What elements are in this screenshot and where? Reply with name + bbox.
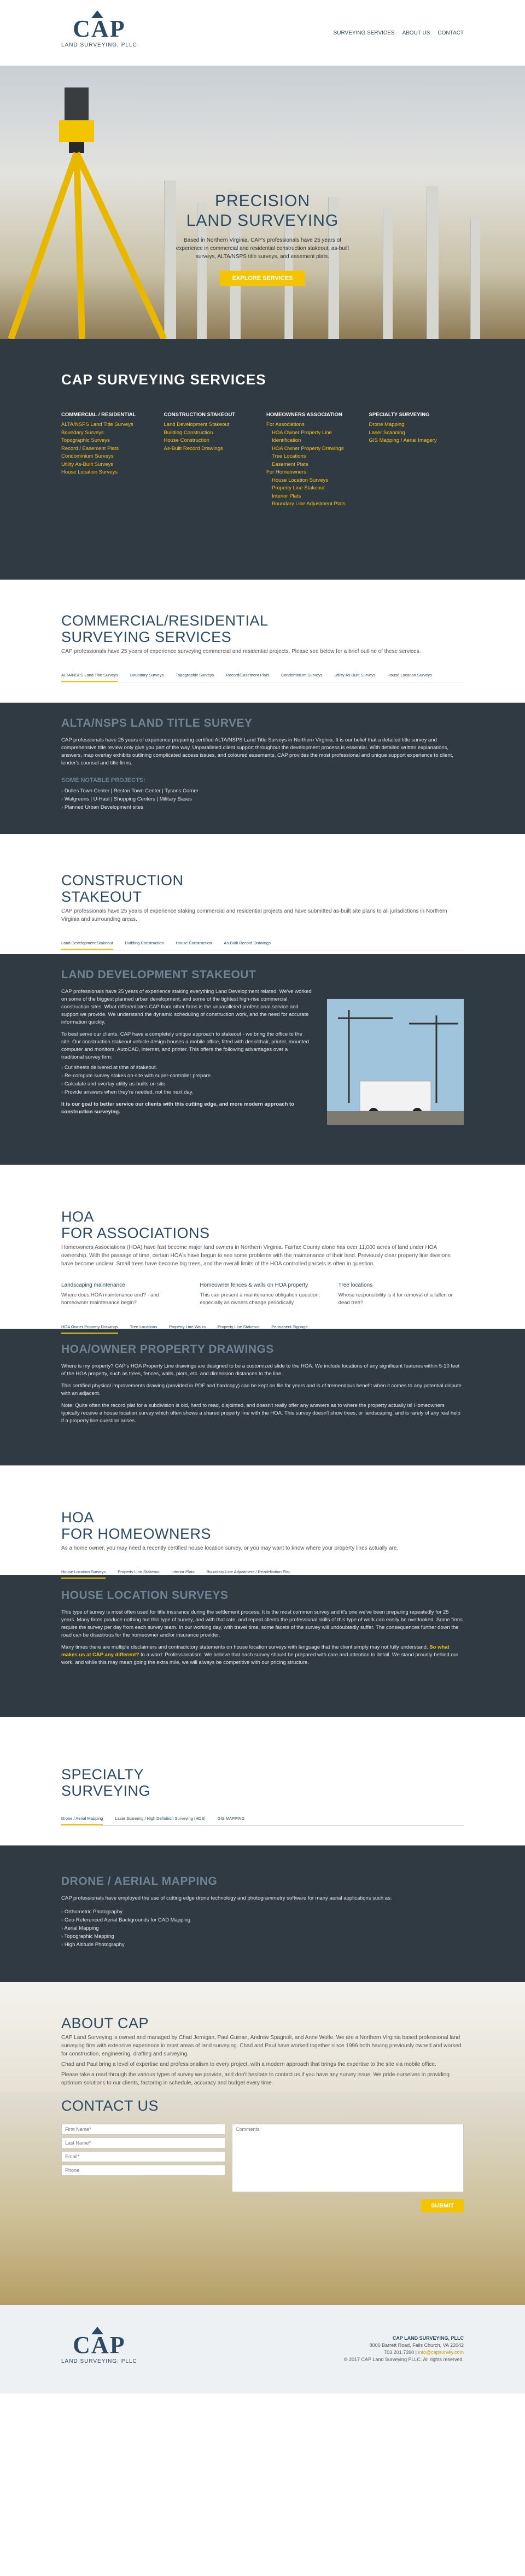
specialty-tabs [61, 1815, 464, 1826]
tab[interactable]: Record/Easement Plats [226, 673, 270, 677]
services-link[interactable]: As-Built Record Drawings [164, 445, 223, 452]
alta-title: ALTA/NSPS LAND TITLE SURVEY [61, 717, 253, 729]
logo[interactable] [61, 17, 137, 49]
services-link[interactable]: Interior Plats [272, 493, 301, 499]
services-link[interactable]: Record / Easement Plats [61, 445, 119, 452]
tab[interactable]: GIS MAPPING [217, 1816, 245, 1821]
services-column-heading: SPECIALTY SURVEYING [369, 412, 430, 418]
stakeout-section [0, 834, 525, 954]
services-column-heading: HOMEOWNERS ASSOCIATION [266, 412, 342, 418]
services-link[interactable]: House Location Surveys [61, 469, 118, 476]
tab[interactable]: House Location Surveys [387, 673, 432, 677]
submit-button[interactable]: SUBMIT [421, 2199, 464, 2212]
tab[interactable]: Permanent Signage [271, 1324, 308, 1329]
stakeout-closing: It is our goal to better service our clients with this cutting edge, and more modern approach to construction surveying. [61, 1101, 294, 1115]
about-p2: Chad and Paul bring a level of expertise and professionalism to every project, with a modern approach that brings the expertise to the site via mobile office. [61, 2061, 436, 2067]
hoa-home-desc: As a home owner, you may need a recently certified house location survey, or you may want to know where your property lines actually are. [61, 1545, 399, 1551]
tab[interactable]: Boundary Line Adjustment / Rezdefinition Plat [206, 1569, 290, 1574]
explore-services-button[interactable]: EXPLORE SERVICES [220, 271, 305, 286]
email-input[interactable] [61, 2151, 225, 2162]
house-location-highlight: So what makes us at CAP any different? [61, 1644, 450, 1658]
services-link[interactable]: Utility As-Built Surveys [61, 461, 114, 468]
about-p3: Please take a read through the various types of survey we provide, and don't hesitate to contact us if you have any survey issue. We pride ourselves in providing optimum solutions to our clients, factoring in schedule, accuracy and budget every time. [61, 2072, 450, 2086]
drone-text: CAP professionals have employed the use of cutting edge drone technology and photogrammetry software for many aerial applications such as: [61, 1895, 392, 1901]
advantage-item: › Calculate and overlay utility as-builts on site. [61, 1080, 312, 1088]
hoa-associations-section [0, 1165, 525, 1329]
services-link[interactable]: Drone Mapping [369, 422, 405, 428]
advantages-list [61, 1064, 312, 1096]
logo-triangle-icon [91, 2327, 103, 2334]
footer-logo-subtitle: LAND SURVEYING, PLLC [61, 2358, 137, 2364]
services-link[interactable]: Laser Scanning [369, 429, 405, 436]
footer-info: CAP LAND SURVEYING, PLLC 8000 Barrett Road, Falls Church, VA 22042 703.201.7390 | info@capsurvey.com © 2017 CAP Land Surveying PLLC. All rights reserved. [343, 2335, 464, 2362]
site-footer [0, 2305, 525, 2393]
house-location-text-3: In a word: Professionalism. We believe that each survey should be prepared with care and attention to detail. We stand proudly behind our work, and while this may mean going the extra mile, we will always be competitive with our pricing structure. [61, 1651, 459, 1666]
stakeout-van-image [327, 999, 464, 1125]
logo-triangle-icon [91, 10, 103, 18]
drone-title: DRONE / AERIAL MAPPING [61, 1875, 218, 1888]
comments-input[interactable] [232, 2124, 464, 2192]
tab[interactable]: Interior Plats [171, 1569, 195, 1574]
logo-text: CAP [73, 15, 126, 42]
hoa-field-title: Tree locations [338, 1282, 373, 1288]
alta-text: CAP professionals have 25 years of experience preparing certified ALTA/NSPS Land Title Surveys in Northern Virginia. It is our belief that a detailed title survey and comprehensive title review only give you part of the way. Unparalleled client support throughout the development process is essential. With detailed written explanations, answers, map overlay exhibits outlining complicated access issues, and coloured easements, CAP provides the most professional and unique support experience to client, lender's counsel and title firms. [61, 737, 453, 766]
drone-item: › Topographic Mapping [61, 1932, 464, 1941]
services-column [266, 411, 361, 509]
tab[interactable]: Land Development Stakeout [61, 940, 113, 950]
hoa-field [339, 1281, 464, 1307]
stakeout-title: CONSTRUCTION STAKEOUT [61, 872, 184, 905]
about-title: ABOUT CAP [61, 2015, 149, 2031]
hoa-field-text: Whose responsibility is it for removal of a fallen or dead tree? [338, 1292, 453, 1306]
services-link[interactable]: Topographic Surveys [61, 437, 110, 444]
footer-phone[interactable]: 703.201.7390 [384, 2350, 415, 2355]
tab[interactable]: Drone / Aerial Mapping [61, 1815, 103, 1825]
services-link[interactable]: Condominium Surveys [61, 453, 114, 460]
hoa-drawings-text-2: This certified physical improvements drawing (provided in PDF and hardcopy) can be kept on file for years and is of tremendous benefit when it comes to any potential dispute with an adjacent. [61, 1382, 462, 1397]
services-link[interactable]: For Associations [266, 422, 305, 428]
main-nav [334, 29, 464, 37]
site-header [0, 0, 525, 66]
tab[interactable]: Boundary Surveys [130, 673, 164, 677]
drone-item: › Aerial Mapping [61, 1924, 464, 1932]
about-p1: CAP Land Surveying is owned and managed by Chad Jernigan, Paul Guinan, Andrew Spagnoli, and Anne Wolfe. We are a Northern Virginia based professional land surveying firm with extensive experience in most areas of land surveying. Chad and Paul have worked together since 1996 both having previously owned and worked for construction, engineering, drafting and surveying. [61, 2035, 462, 2057]
house-location-title: HOUSE LOCATION SURVEYS [61, 1589, 229, 1602]
footer-logo[interactable] [61, 2333, 137, 2365]
nav-contact[interactable]: CONTACT [438, 30, 464, 36]
hoa-field [200, 1281, 325, 1307]
projects-title: SOME NOTABLE PROJECTS: [61, 776, 145, 784]
house-location-block [0, 1575, 525, 1717]
hoa-drawings-block [0, 1329, 525, 1465]
services-link[interactable]: Boundary Line Adjustment Plats [272, 501, 346, 507]
commercial-desc: CAP professionals have 25 years of experience surveying commercial and residential projects. Please see below for a brief outline of these services. [61, 649, 421, 655]
hoa-drawings-note: Note: Quite often the record plat for a subdivision is old, hard to read, disjointed, and doesn't really offer any answers as to where the property actually is! Homeowners typically receive a house location survey which often shows a shared property line with the HOA. This survey doesn't show trees, or landscaping, and is rarely of any real help if a property line question arises. [61, 1402, 460, 1424]
tab[interactable]: Property Line Stakeout [217, 1324, 260, 1329]
footer-email[interactable]: info@capsurvey.com [418, 2350, 464, 2355]
hoa-field-text: This can present a maintenance obligation question; especially as owners change periodically. [200, 1292, 320, 1306]
stakeout-block-title: LAND DEVELOPMENT STAKEOUT [61, 968, 256, 981]
services-title: CAP SURVEYING SERVICES [61, 371, 266, 388]
services-link[interactable]: HOA Owner Property Drawings [272, 445, 344, 452]
drone-block [0, 1845, 525, 1982]
stakeout-desc: CAP professionals have 25 years of experience staking commercial and residential projects and have submitted as-built site plans to all jurisdictions in Northern Virginia and surrounding areas. [61, 908, 447, 922]
drone-item: › Orthometric Photography [61, 1908, 464, 1916]
hero [0, 66, 525, 339]
hoa-fields [61, 1281, 464, 1307]
specialty-section [0, 1717, 525, 1845]
tab[interactable]: Condominium Surveys [281, 673, 323, 677]
hoa-assoc-desc: Homeowners Associations (HOA) have fast become major land owners in Northern Virginia. Fairfax County alone has over 11,000 acres of land under HOA ownership. With the passage of time, certain HOA's have begun to see some problems with the maintenance of their land. Previously clear property line divisions have become unclear. Small trees have become big trees, and the overall limits of the HOA controlled parcels is often in question. [61, 1245, 451, 1267]
tab[interactable]: Laser Scanning / High Definition Surveying (HDS) [115, 1816, 206, 1821]
hoa-field-title: Landscaping maintenance [61, 1282, 125, 1288]
hoa-homeowners-section [0, 1465, 525, 1575]
services-link[interactable]: Tree Locations [272, 453, 306, 460]
nav-about-us[interactable]: ABOUT US [402, 30, 430, 36]
services-column [61, 411, 156, 509]
tab[interactable]: Utility As-Built Surveys [334, 673, 376, 677]
tab[interactable]: As-Built Record Drawings [224, 941, 271, 945]
house-location-text-2: Many times there are multiple disclaimers and contradictory statements on house location surveys with language that the client simply may not fully understand. [61, 1644, 428, 1650]
logo-subtitle: LAND SURVEYING, PLLC [61, 42, 137, 48]
hero-title: PRECISION LAND SURVEYING [186, 192, 339, 230]
tab[interactable]: Building Construction [125, 941, 164, 945]
hoa-drawings-title: HOA/OWNER PROPERTY DRAWINGS [61, 1343, 274, 1356]
tab[interactable]: Property Line Walks [169, 1324, 206, 1329]
services-link[interactable]: For Homeowners [266, 469, 306, 476]
about-section [0, 1982, 525, 2092]
project-item: › Dulles Town Center | Reston Town Center | Tysons Corner [61, 787, 464, 795]
contact-section [0, 2092, 525, 2305]
services-link[interactable]: House Construction [164, 437, 209, 444]
tab[interactable]: House Location Surveys [61, 1569, 106, 1579]
advantage-item: › Re-compute survey stakes on-site with super-controller prepare. [61, 1072, 312, 1080]
tab[interactable]: ALTA/NSPS Land Title Surveys [61, 672, 118, 682]
hoa-home-title: HOA FOR HOMEOWNERS [61, 1509, 211, 1542]
specialty-title: SPECIALTY SURVEYING [61, 1766, 151, 1799]
advantage-item: › Cut sheets delivered at time of stakeout. [61, 1064, 312, 1072]
project-item: › Planned Urban Development sites [61, 803, 464, 811]
stakeout-text-2: To best serve our clients, CAP have a completely unique approach to stakeout - we bring the office to the site. Our construction stakeout vehicle design houses a mobile office, fitted with desk/chair, printer, mounted computer and monitors, AutoCAD, internet, and printer. This offers the following advantages over a traditional survey firm: [61, 1031, 309, 1060]
house-location-text-1: This type of survey is most often used for title insurance during the settlement process. It is the most common survey and it's one we've been preparing repeatedly for 25 years. Many firms produce nothing but this type of survey, and with that rate, and repeat clients the professional skills of this type of work can easily be overlooked. Some firms require the survey per day from each survey team. In our working day, with travel time, some facets of the survey will undoubtedly suffer. The consequences further down the road can be disastrous for the homeowner and/or insurance provider. [61, 1609, 463, 1638]
hoa-field [61, 1281, 186, 1307]
drone-item: › High Altitude Photography [61, 1941, 464, 1949]
project-item: › Walgreens | U-Haul | Shopping Centers | Military Bases [61, 795, 464, 803]
services-column [369, 411, 464, 509]
services-link[interactable]: HOA Owner Property Line Identification [272, 429, 332, 444]
commercial-tabs [61, 672, 464, 682]
last-name-input[interactable] [61, 2137, 225, 2148]
services-link[interactable]: Building Construction [164, 429, 213, 436]
stakeout-block [0, 954, 525, 1165]
services-link[interactable]: Easement Plats [272, 461, 308, 468]
advantage-item: › Provide answers when they're needed, not the next day. [61, 1088, 312, 1096]
footer-company: CAP LAND SURVEYING, PLLC [392, 2335, 464, 2341]
services-link[interactable]: GIS Mapping / Aerial Imagery [369, 437, 437, 444]
services-column [164, 411, 259, 509]
services-columns [61, 411, 464, 509]
tab[interactable]: Tree Locations [130, 1324, 158, 1329]
phone-input[interactable] [61, 2165, 225, 2176]
services-column-heading: COMMERCIAL / RESIDENTIAL [61, 412, 136, 418]
hoa-assoc-title: HOA FOR ASSOCIATIONS [61, 1208, 210, 1241]
first-name-input[interactable] [61, 2124, 225, 2135]
hoa-drawings-text-1: Where is my property? CAP's HOA Property Line drawings are designed to be a customized slide to the HOA. We include locations of any significant features within 5-10 feet of the HOA property, such as trees, fences, walls, piers, etc. and dimension distances to the line. [61, 1363, 460, 1377]
stakeout-text-1: CAP professionals have 25 years of experience staking everything Land Development related. We've worked on some of the biggest planned urban development, and some of the tightest high-rise commercial construction sites. What differentiates CAP from other firms is the unparalleled professional service and support we provide. We understand the dynamic scheduling of construction work, and the need for accurate information quickly. [61, 988, 312, 1025]
commercial-title: COMMERCIAL/RESIDENTIAL SURVEYING SERVICES [61, 612, 269, 645]
services-link[interactable]: ALTA/NSPS Land Title Surveys [61, 422, 133, 428]
hoa-field-text: Where does HOA maintenance end? - and homeowner maintenance begin? [61, 1292, 160, 1306]
drone-list [61, 1908, 464, 1949]
footer-copyright: © 2017 CAP Land Surveying PLLC. All rights reserved. [343, 2357, 464, 2362]
projects-list [61, 787, 464, 811]
nav-surveying-services[interactable]: SURVEYING SERVICES [333, 30, 395, 36]
hero-text: Based in Northern Virginia, CAP's professionals have 25 years of experience in commercial and residential construction stakeout, as-built surveys, ALTA/NSPS title surveys, and easement plats. [176, 237, 349, 260]
contact-title: CONTACT US [61, 2098, 159, 2114]
tab[interactable]: Property Line Stakeout [118, 1569, 160, 1574]
footer-address: 8000 Barrett Road, Falls Church, VA 22042 [369, 2343, 464, 2348]
services-link[interactable]: Land Development Stakeout [164, 422, 230, 428]
contact-form [61, 2124, 464, 2212]
services-link[interactable]: Boundary Surveys [61, 429, 104, 436]
tab[interactable]: Topographic Surveys [176, 673, 214, 677]
drone-item: › Geo-Referenced Aerial Backgrounds for CAD Mapping [61, 1916, 464, 1924]
commercial-section [0, 580, 525, 703]
services-link[interactable]: House Location Surveys [272, 477, 328, 483]
tab[interactable]: House Construction [176, 941, 212, 945]
hoa-field-title: Homeowner fences & walls on HOA property [200, 1282, 308, 1288]
services-link[interactable]: Property Line Stakeout [272, 485, 325, 492]
stakeout-tabs [61, 940, 464, 950]
tab[interactable]: HOA Owner Property Drawings [61, 1324, 118, 1334]
alta-block [0, 703, 525, 834]
services-column-heading: CONSTRUCTION STAKEOUT [164, 412, 236, 418]
services-section [0, 339, 525, 580]
footer-logo-text: CAP [73, 2331, 126, 2358]
